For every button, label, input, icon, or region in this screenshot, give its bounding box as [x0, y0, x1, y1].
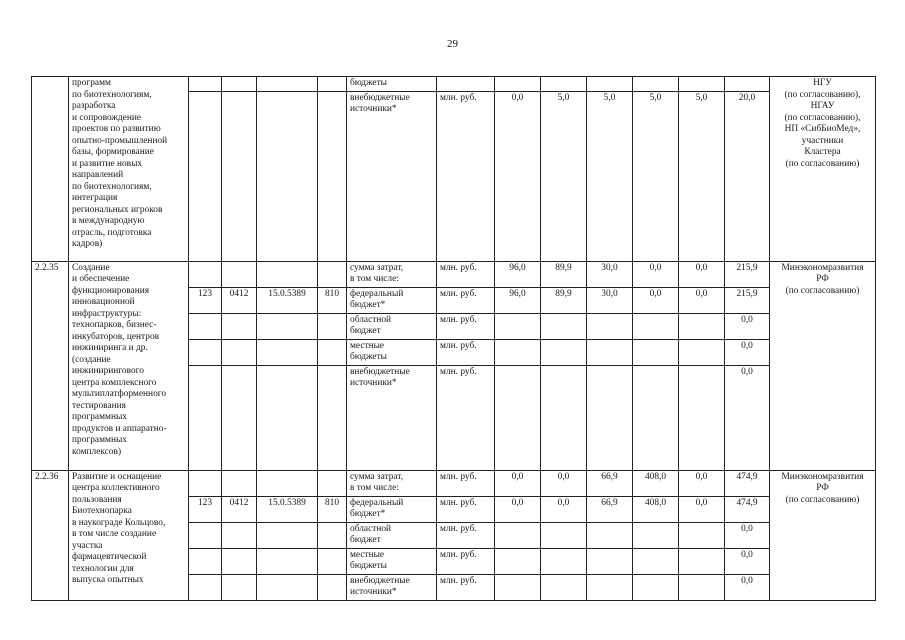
cell-v2: 5,0 — [541, 91, 587, 261]
cell-v4 — [633, 313, 679, 339]
cell-d — [318, 470, 347, 496]
cell-v3 — [587, 574, 633, 600]
cell-d: 810 — [318, 496, 347, 522]
item-description: Создание и обеспечение функционирования инновационной инфраструктуры: технопарков, бизнес- инкубаторов, центров инжиниринга и др. (создание инжинирингового центра комплексного мультиплатформенного тестирования программных продуктов и аппаратно- программных комплексов) — [69, 261, 189, 470]
cell-v4 — [633, 339, 679, 365]
responsible-party: НГУ (по согласованию), НГАУ (по согласованию), НП «СибБиоМед», участники Кластера (по согласованию) — [770, 77, 876, 262]
cell-v5 — [679, 522, 725, 548]
cell-v3: 30,0 — [587, 261, 633, 287]
cell-c — [257, 339, 318, 365]
cell-v5 — [679, 574, 725, 600]
cell-d — [318, 77, 347, 92]
cell-v5 — [679, 548, 725, 574]
cell-d — [318, 313, 347, 339]
cell-unit: млн. руб. — [437, 470, 495, 496]
cell-v2 — [541, 313, 587, 339]
cell-unit: млн. руб. — [437, 313, 495, 339]
cell-v1 — [495, 77, 541, 92]
cell-total: 474,9 — [725, 496, 770, 522]
cell-src: внебюджетные источники* — [347, 574, 437, 600]
cell-v2 — [541, 365, 587, 470]
cell-src: областной бюджет — [347, 313, 437, 339]
cell-unit: млн. руб. — [437, 365, 495, 470]
cell-v1 — [495, 522, 541, 548]
cell-total: 0,0 — [725, 574, 770, 600]
cell-b — [222, 77, 257, 92]
cell-b — [222, 365, 257, 470]
cell-total: 0,0 — [725, 548, 770, 574]
cell-v3 — [587, 548, 633, 574]
cell-c: 15.0.5389 — [257, 496, 318, 522]
cell-v2 — [541, 574, 587, 600]
cell-v1 — [495, 313, 541, 339]
cell-unit: млн. руб. — [437, 548, 495, 574]
cell-c — [257, 313, 318, 339]
cell-v3 — [587, 313, 633, 339]
cell-unit: млн. руб. — [437, 496, 495, 522]
item-description: программ по биотехнологиям, разработка и сопровождение проектов по развитию опытно-промышленной базы, формирование и развитие новых направлений по биотехнологиям, интеграция региональных игроков в международную отрасль, подготовка кадров) — [69, 77, 189, 262]
item-code: 2.2.35 — [32, 261, 69, 470]
table-body — [32, 77, 876, 601]
cell-src: сумма затрат, в том числе: — [347, 261, 437, 287]
cell-src: местные бюджеты — [347, 339, 437, 365]
cell-unit — [437, 77, 495, 92]
cell-b — [222, 470, 257, 496]
cell-v2 — [541, 339, 587, 365]
cell-unit: млн. руб. — [437, 287, 495, 313]
cell-total: 0,0 — [725, 339, 770, 365]
table-row — [32, 77, 876, 92]
cell-v5: 0,0 — [679, 261, 725, 287]
cell-c — [257, 522, 318, 548]
cell-v4: 5,0 — [633, 91, 679, 261]
cell-v5: 0,0 — [679, 287, 725, 313]
cell-unit: млн. руб. — [437, 91, 495, 261]
cell-v5: 0,0 — [679, 470, 725, 496]
table-row — [32, 261, 876, 287]
cell-v5: 0,0 — [679, 496, 725, 522]
cell-a — [189, 574, 222, 600]
cell-src: бюджеты — [347, 77, 437, 92]
cell-d — [318, 261, 347, 287]
cell-v4 — [633, 522, 679, 548]
cell-v4: 408,0 — [633, 496, 679, 522]
cell-total: 0,0 — [725, 522, 770, 548]
cell-total: 215,9 — [725, 287, 770, 313]
cell-unit: млн. руб. — [437, 339, 495, 365]
cell-total: 474,9 — [725, 470, 770, 496]
cell-src: местные бюджеты — [347, 548, 437, 574]
cell-d — [318, 548, 347, 574]
cell-v4: 0,0 — [633, 287, 679, 313]
cell-src: федеральный бюджет* — [347, 496, 437, 522]
cell-v3 — [587, 339, 633, 365]
cell-v4: 408,0 — [633, 470, 679, 496]
cell-src: областной бюджет — [347, 522, 437, 548]
cell-c — [257, 91, 318, 261]
cell-d: 810 — [318, 287, 347, 313]
cell-v4: 0,0 — [633, 261, 679, 287]
cell-d — [318, 91, 347, 261]
cell-v1: 0,0 — [495, 91, 541, 261]
cell-v5 — [679, 313, 725, 339]
cell-b — [222, 548, 257, 574]
cell-v5: 5,0 — [679, 91, 725, 261]
cell-d — [318, 574, 347, 600]
cell-b — [222, 339, 257, 365]
item-description: Развитие и оснащение центра коллективного пользования Биотехнопарка в наукограде Кольцово, в том числе создание участка фармацевтической технологии для выпуска опытных — [69, 470, 189, 600]
cell-src: сумма затрат, в том числе: — [347, 470, 437, 496]
cell-total: 0,0 — [725, 365, 770, 470]
cell-c — [257, 77, 318, 92]
cell-b — [222, 522, 257, 548]
cell-v5 — [679, 365, 725, 470]
responsible-party: Минэкономразвития РФ (по согласованию) — [770, 261, 876, 470]
cell-d — [318, 339, 347, 365]
cell-c — [257, 365, 318, 470]
cell-v1: 96,0 — [495, 261, 541, 287]
cell-v1 — [495, 365, 541, 470]
page-number: 29 — [447, 38, 458, 50]
cell-src: внебюджетные источники* — [347, 91, 437, 261]
responsible-party: Минэкономразвития РФ (по согласованию) — [770, 470, 876, 600]
item-code: 2.2.36 — [32, 470, 69, 600]
cell-c — [257, 548, 318, 574]
cell-unit: млн. руб. — [437, 574, 495, 600]
cell-v3 — [587, 365, 633, 470]
cell-total: 0,0 — [725, 313, 770, 339]
cell-v4 — [633, 548, 679, 574]
cell-v2: 0,0 — [541, 496, 587, 522]
cell-total: 215,9 — [725, 261, 770, 287]
cell-a — [189, 339, 222, 365]
cell-d — [318, 522, 347, 548]
cell-v1 — [495, 548, 541, 574]
cell-b — [222, 261, 257, 287]
cell-v3: 66,9 — [587, 470, 633, 496]
cell-unit: млн. руб. — [437, 522, 495, 548]
cell-a — [189, 261, 222, 287]
cell-d — [318, 365, 347, 470]
cell-a — [189, 313, 222, 339]
cell-v2 — [541, 522, 587, 548]
cell-a: 123 — [189, 496, 222, 522]
item-code — [32, 77, 69, 262]
cell-v5 — [679, 339, 725, 365]
cell-v2 — [541, 77, 587, 92]
cell-total: 20,0 — [725, 91, 770, 261]
cell-c: 15.0.5389 — [257, 287, 318, 313]
cell-a: 123 — [189, 287, 222, 313]
cell-src: внебюджетные источники* — [347, 365, 437, 470]
cell-a — [189, 91, 222, 261]
cell-v2: 89,9 — [541, 261, 587, 287]
cell-v4 — [633, 574, 679, 600]
cell-v2: 89,9 — [541, 287, 587, 313]
cell-c — [257, 470, 318, 496]
cell-c — [257, 574, 318, 600]
cell-total — [725, 77, 770, 92]
program-table — [31, 76, 876, 601]
cell-v1: 0,0 — [495, 496, 541, 522]
cell-v3: 30,0 — [587, 287, 633, 313]
cell-b — [222, 574, 257, 600]
cell-v1 — [495, 339, 541, 365]
cell-b: 0412 — [222, 496, 257, 522]
cell-a — [189, 365, 222, 470]
cell-v2 — [541, 548, 587, 574]
cell-v1: 96,0 — [495, 287, 541, 313]
cell-v2: 0,0 — [541, 470, 587, 496]
cell-v3: 5,0 — [587, 91, 633, 261]
cell-v3 — [587, 77, 633, 92]
table-row — [32, 470, 876, 496]
cell-v1: 0,0 — [495, 470, 541, 496]
cell-v4 — [633, 77, 679, 92]
cell-v3 — [587, 522, 633, 548]
cell-b — [222, 313, 257, 339]
cell-a — [189, 77, 222, 92]
cell-a — [189, 522, 222, 548]
cell-c — [257, 261, 318, 287]
cell-unit: млн. руб. — [437, 261, 495, 287]
cell-v4 — [633, 365, 679, 470]
cell-b — [222, 91, 257, 261]
cell-b: 0412 — [222, 287, 257, 313]
cell-a — [189, 548, 222, 574]
cell-v1 — [495, 574, 541, 600]
cell-v5 — [679, 77, 725, 92]
cell-v3: 66,9 — [587, 496, 633, 522]
cell-a — [189, 470, 222, 496]
cell-src: федеральный бюджет* — [347, 287, 437, 313]
